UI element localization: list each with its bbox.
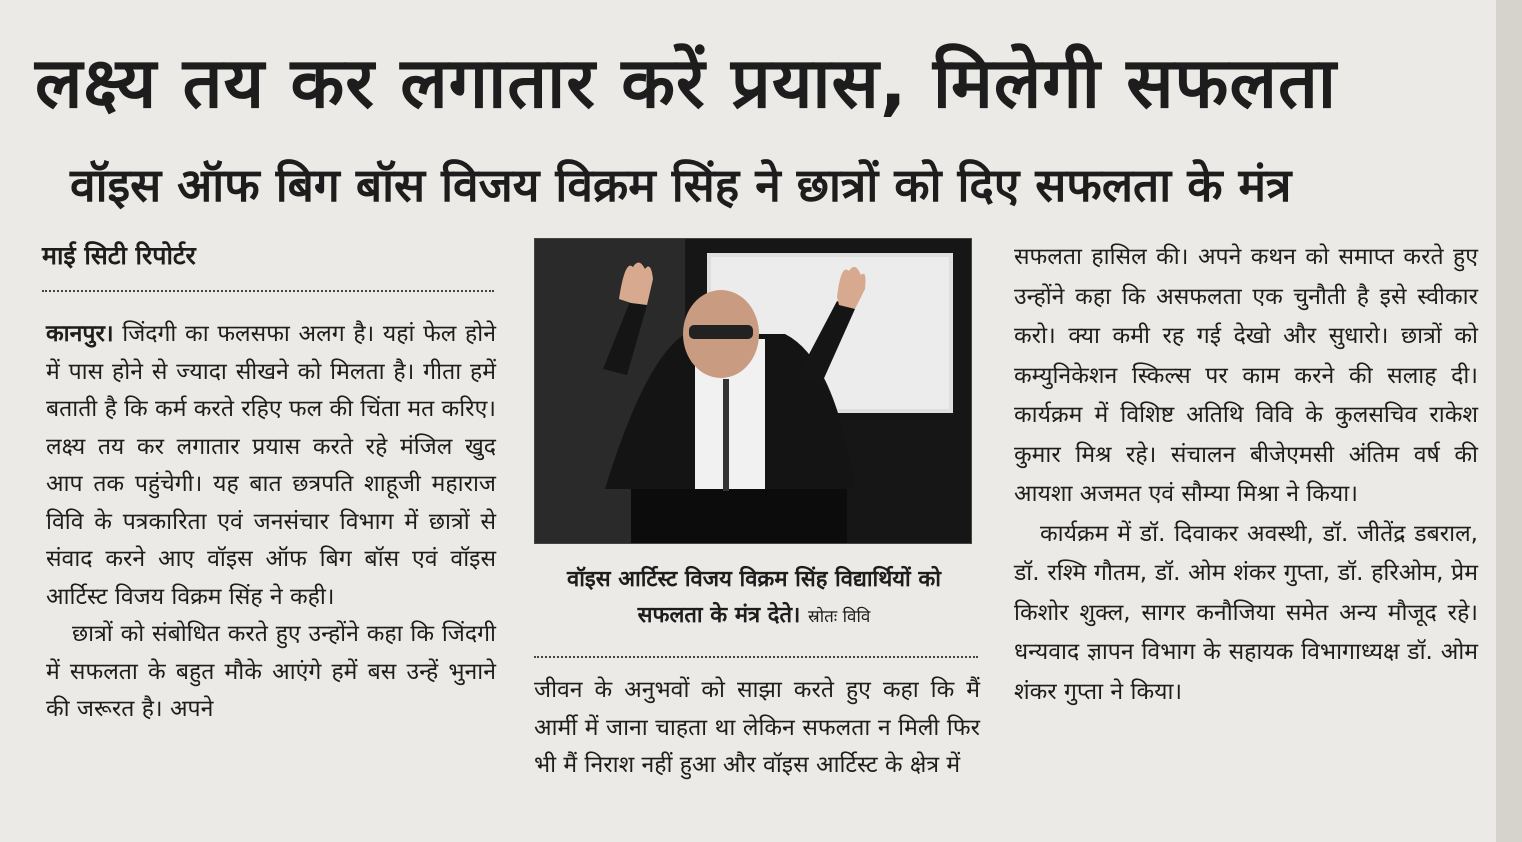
byline: माई सिटी रिपोर्टर: [42, 241, 196, 270]
adjacent-page-edge: [1496, 0, 1522, 842]
column-3: [1014, 238, 1478, 712]
photo-credit: स्रोतः विवि: [808, 607, 871, 627]
headline: लक्ष्य तय कर लगातार करें प्रयास, मिलेगी सफलता: [35, 42, 1337, 124]
column-1-text-1: जिंदगी का फलसफा अलग है। यहां फेल होने में पास होने से ज्यादा सीखने को मिलता है। गीता हमें बताती है कि कर्म करते रहिए फल की चिंता मत करिए। लक्ष्य तय कर लगातार प्रयास करते रहे मंजिल खुद आप तक पहुंचेगी। यह बात छत्रपति शाहूजी महाराज विवि के पत्रकारिता एवं जनसंचार विभाग में छात्रों से संवाद करने आए वॉइस ऑफ बिग बॉस एवं वॉइस आर्टिस्ट विजय विक्रम सिंह ने कही।: [46, 321, 497, 610]
column-1-paragraph-2: छात्रों को संबोधित करते हुए उन्होंने कहा कि जिंदगी में सफलता के बहुत मौके आएंगे हमें बस उन्हें भुनाने की जरूरत है। अपने: [46, 621, 496, 722]
column-1: [46, 316, 496, 729]
photo-caption-text: वॉइस आर्टिस्ट विजय विक्रम सिंह विद्यार्थियों को सफलता के मंत्र देते।: [566, 567, 942, 628]
caption-rule: [534, 656, 978, 658]
column-2: [534, 672, 980, 785]
dateline: कानपुर।: [46, 321, 114, 347]
photo-caption: [536, 562, 972, 635]
column-2-paragraph-1: जीवन के अनुभवों को साझा करते हुए कहा कि मैं आर्मी में जाना चाहता था लेकिन सफलता न मिली फिर भी मैं निराश नहीं हुआ और वॉइस आर्टिस्ट के क्षेत्र में: [534, 677, 980, 778]
event-photo: [534, 238, 972, 544]
speaker-photo-graphic: [535, 239, 971, 543]
column-3-paragraph-2: कार्यक्रम में डॉ. दिवाकर अवस्थी, डॉ. जीतेंद्र डबराल, डॉ. रश्मि गौतम, डॉ. ओम शंकर गुप्ता, डॉ. हरिओम, प्रेम किशोर शुक्ल, सागर कनौजिया समेत अन्य मौजूद रहे। धन्यवाद ज्ञापन विभाग के सहायक विभागाध्यक्ष डॉ. ओम शंकर गुप्ता ने किया।: [1014, 520, 1478, 705]
subheadline: वॉइस ऑफ बिग बॉस विजय विक्रम सिंह ने छात्रों को दिए सफलता के मंत्र: [70, 158, 1292, 212]
byline-rule: [42, 290, 494, 292]
column-3-paragraph-1: सफलता हासिल की। अपने कथन को समाप्त करते हुए उन्होंने कहा कि असफलता एक चुनौती है इसे स्वीकार करो। क्या कमी रह गई देखो और सुधारो। छात्रों को कम्युनिकेशन स्किल्स पर काम करने की सलाह दी। कार्यक्रम में विशिष्ट अतिथि विवि के कुलसचिव राकेश कुमार मिश्र रहे। संचालन बीजेएमसी अंतिम वर्ष की आयशा अजमत एवं सौम्या मिश्रा ने किया।: [1014, 244, 1478, 507]
column-1-paragraph-1: [46, 316, 496, 616]
